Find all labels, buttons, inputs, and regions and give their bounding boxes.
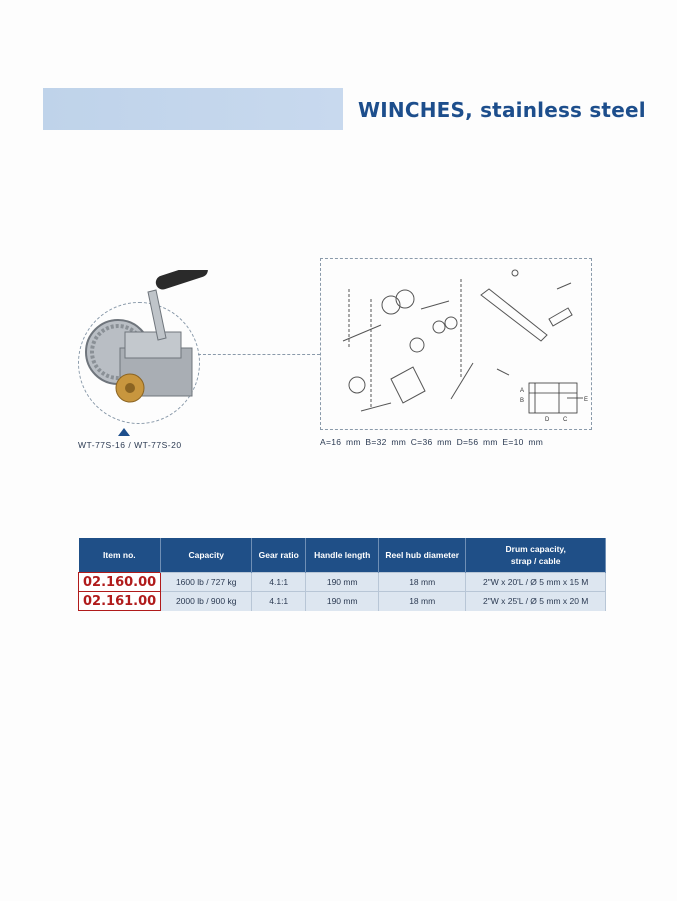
handle-length-cell: 190 mm	[306, 573, 379, 592]
callout-connector	[198, 354, 320, 355]
drum-capacity-cell: 2"W x 25'L / Ø 5 mm x 20 M	[466, 592, 606, 611]
header-drum-capacity-line1: Drum capacity,	[505, 544, 566, 554]
handle-length-cell: 190 mm	[306, 592, 379, 611]
item-number: 02.161.00	[79, 592, 161, 611]
capacity-cell: 1600 lb / 727 kg	[161, 573, 252, 592]
header-reel-hub-diameter: Reel hub diameter	[379, 538, 466, 573]
table-row	[79, 592, 606, 611]
dim-label-a: A	[520, 388, 525, 394]
dim-label-d: D	[545, 417, 550, 423]
gear-ratio-cell: 4.1:1	[252, 573, 306, 592]
reel-hub-cell: 18 mm	[379, 573, 466, 592]
header-item-no: Item no.	[79, 538, 161, 573]
header-drum-capacity-line2: strap / cable	[510, 556, 561, 566]
dim-label-e: E	[584, 397, 589, 403]
winch-illustration	[70, 270, 220, 430]
header-gear-ratio: Gear ratio	[252, 538, 306, 573]
table-row	[79, 573, 606, 592]
header-banner	[43, 88, 343, 130]
header-drum-capacity	[466, 538, 606, 573]
drum-capacity-cell: 2"W x 20'L / Ø 5 mm x 15 M	[466, 573, 606, 592]
reel-hub-cell: 18 mm	[379, 592, 466, 611]
table-header-row	[79, 538, 606, 573]
dim-label-c: C	[563, 417, 568, 423]
exploded-diagram	[320, 258, 592, 430]
exploded-parts-drawing	[321, 259, 591, 429]
header-capacity: Capacity	[161, 538, 252, 573]
spec-table	[78, 538, 606, 611]
winch-photo	[70, 270, 220, 430]
gear-ratio-cell: 4.1:1	[252, 592, 306, 611]
model-caption: WT-77S-16 / WT-77S-20	[78, 440, 182, 450]
header-handle-length: Handle length	[306, 538, 379, 573]
page-title: WINCHES, stainless steel	[358, 98, 646, 122]
dimensions-caption: A=16 mm B=32 mm C=36 mm D=56 mm E=10 mm	[320, 437, 544, 447]
capacity-cell: 2000 lb / 900 kg	[161, 592, 252, 611]
dim-label-b: B	[520, 398, 525, 404]
item-number: 02.160.00	[79, 573, 161, 592]
caption-arrow-icon	[118, 428, 130, 436]
